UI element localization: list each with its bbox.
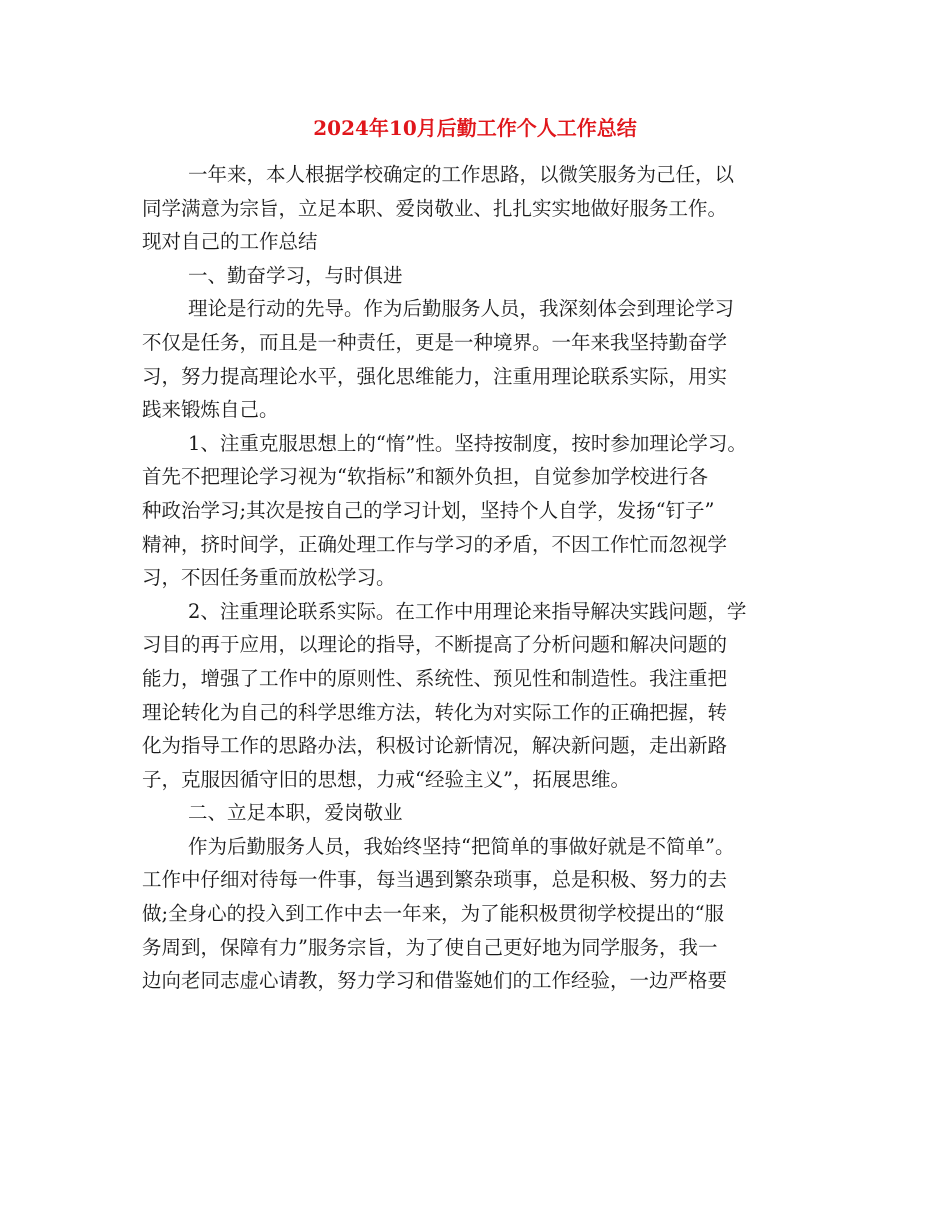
text-line: 一年来，本人根据学校确定的工作思路，以微笑服务为己任，以 xyxy=(188,163,735,186)
text-line: 同学满意为宗旨，立足本职、爱岗敬业、扎扎实实地做好服务工作。 xyxy=(142,196,728,220)
section-heading-1 xyxy=(142,259,822,293)
text-line: 做;全身心的投入到工作中去一年来，为了能积极贯彻学校提出的“服 xyxy=(142,902,725,926)
text-line: 习，努力提高理论水平，强化思维能力，注重用理论联系实际，用实 xyxy=(142,364,728,388)
text-line: 种政治学习;其次是按自己的学习计划，坚持个人自学，发扬“钉子” xyxy=(142,498,715,522)
text-line: 不仅是任务，而且是一种责任，更是一种境界。一年来我坚持勤奋学 xyxy=(142,330,728,354)
document-title: 2024年10月后勤工作个人工作总结 xyxy=(313,116,637,140)
text-line: 理论是行动的先导。作为后勤服务人员，我深刻体会到理论学习 xyxy=(188,297,735,321)
text-line: 作为后勤服务人员，我始终坚持“把简单的事做好就是不简单”。 xyxy=(188,834,735,858)
text-line: 2、注重理论联系实际。在工作中用理论来指导解决实践问题，学 xyxy=(188,599,747,623)
text-line: 务周到，保障有力”服务宗旨，为了使自己更好地为同学服务，我一 xyxy=(142,935,718,959)
text-line: 1、注重克服思想上的“惰”性。坚持按制度，按时参加理论学习。 xyxy=(188,431,747,455)
text-line: 边向老同志虚心请教，努力学习和借鉴她们的工作经验，一边严格要 xyxy=(142,969,728,993)
paragraph-dedication xyxy=(142,830,822,998)
text-line: 化为指导工作的思路办法，积极讨论新情况，解决新问题，走出新路 xyxy=(142,734,728,758)
text-line: 二、立足本职，爱岗敬业 xyxy=(188,801,403,825)
text-line: 践来锻炼自己。 xyxy=(142,398,279,422)
paragraph-point-1 xyxy=(142,427,822,595)
paragraph-point-2 xyxy=(142,595,822,797)
text-line: 习目的再于应用，以理论的指导，不断提高了分析问题和解决问题的 xyxy=(142,633,728,657)
paragraph-intro xyxy=(142,158,822,259)
document-body xyxy=(142,158,822,998)
text-line: 现对自己的工作总结 xyxy=(142,230,318,254)
text-line: 首先不把理论学习视为“软指标”和额外负担，自觉参加学校进行各 xyxy=(142,465,708,489)
text-line: 精神，挤时间学，正确处理工作与学习的矛盾，不因工作忙而忽视学 xyxy=(142,532,728,556)
text-line: 子，克服因循守旧的思想，力戒“经验主义”，拓展思维。 xyxy=(142,767,630,791)
text-line: 一、勤奋学习，与时俱进 xyxy=(188,263,403,287)
paragraph-theory xyxy=(142,292,822,426)
text-line: 习，不因任务重而放松学习。 xyxy=(142,566,396,590)
text-line: 能力，增强了工作中的原则性、系统性、预见性和制造性。我注重把 xyxy=(142,666,728,690)
text-line: 工作中仔细对待每一件事，每当遇到繁杂琐事，总是积极、努力的去 xyxy=(142,868,728,892)
section-heading-2 xyxy=(142,796,822,830)
text-line: 理论转化为自己的科学思维方法，转化为对实际工作的正确把握，转 xyxy=(142,700,728,724)
